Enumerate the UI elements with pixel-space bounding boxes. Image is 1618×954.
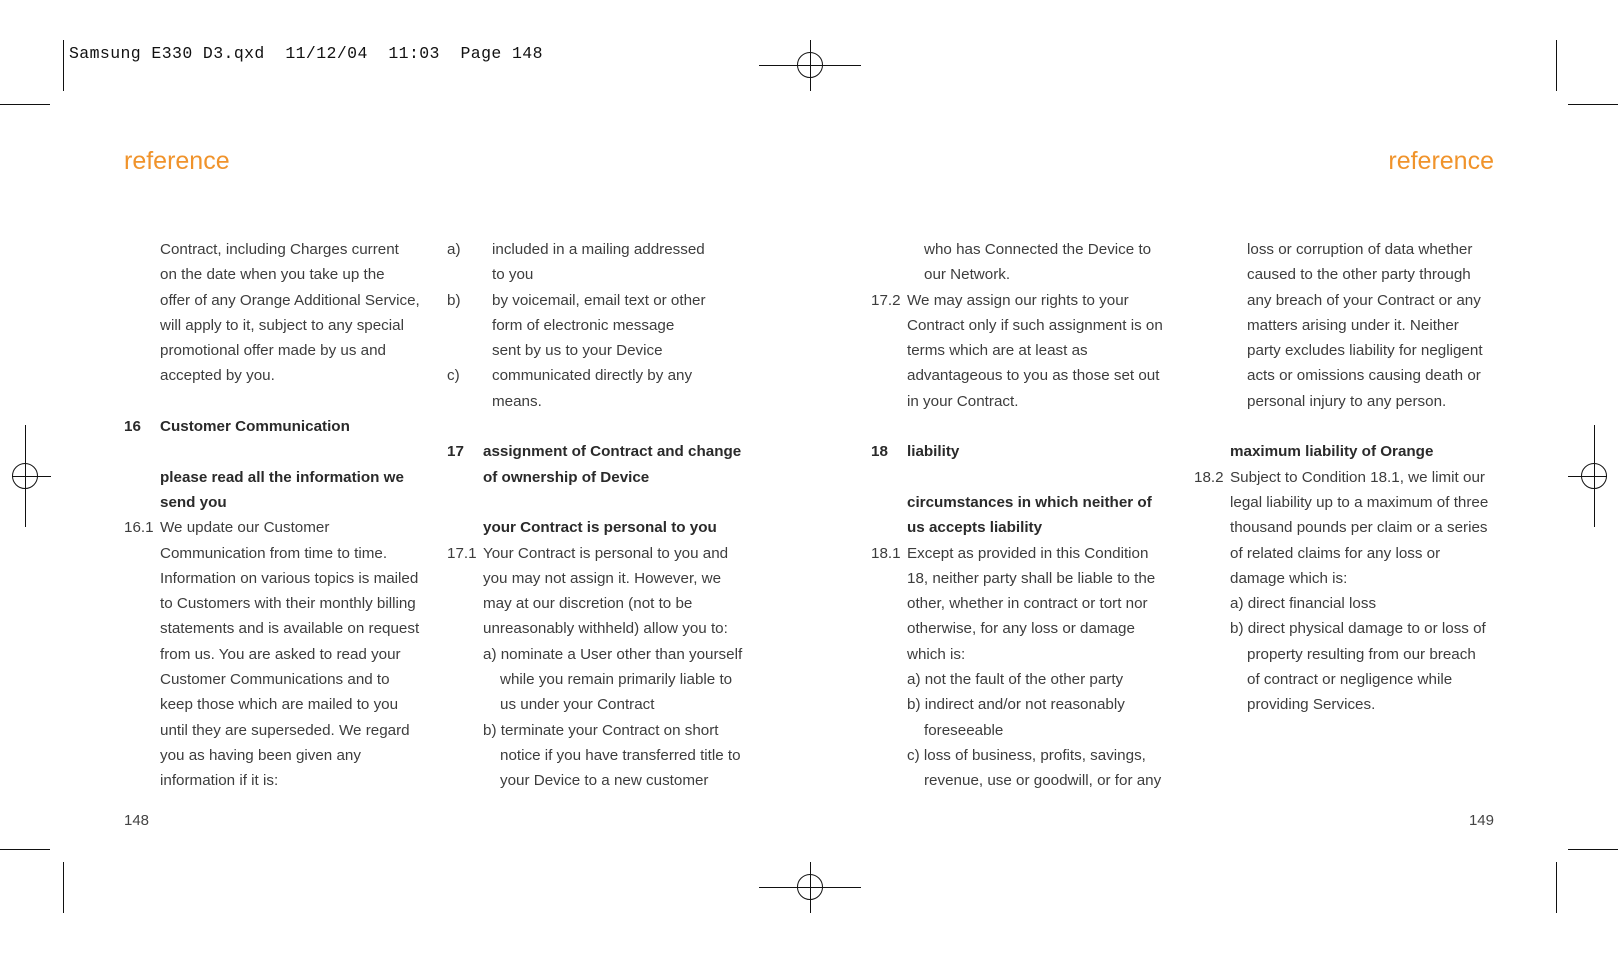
text-line: legal liability up to a maximum of three	[1230, 493, 1489, 511]
text-line: providing Services.	[1247, 696, 1376, 714]
text-line: statements and is available on request	[160, 620, 420, 638]
text-line: a) nominate a User other than yourself	[483, 645, 743, 663]
subheading: please read all the information we	[160, 468, 404, 486]
clause-number: 16.1	[124, 519, 154, 537]
text-line: otherwise, for any loss or damage	[907, 620, 1135, 638]
text-line: information if it is:	[160, 772, 279, 790]
clause-17-2	[871, 288, 1181, 313]
text-line: Information on various topics is mailed	[160, 569, 419, 587]
section-title: liability	[907, 443, 960, 461]
text-line: Except as provided in this Condition	[907, 544, 1149, 562]
subheading: your Contract is personal to you	[483, 519, 717, 537]
text-line: while you remain primarily liable to	[500, 671, 733, 689]
text-line: on the date when you take up the	[160, 266, 385, 284]
text-line: 18, neither party shall be liable to the	[907, 569, 1156, 587]
text-line: foreseeable	[924, 721, 1004, 739]
text-line: communicated directly by any	[492, 367, 693, 385]
subheading: send you	[160, 493, 227, 511]
text-line: may at our discretion (not to be	[483, 595, 693, 613]
text-line: you as having been given any	[160, 746, 361, 764]
text-line: other, whether in contract or tort nor	[907, 595, 1148, 613]
text-line: acts or omissions causing death or	[1247, 367, 1481, 385]
clause-17-1	[447, 541, 752, 566]
clause-18-2	[1194, 465, 1504, 490]
text-line: revenue, use or goodwill, or for any	[924, 772, 1162, 790]
section-title: of ownership of Device	[483, 468, 650, 486]
list-label: b)	[447, 291, 461, 309]
list-label: a)	[447, 241, 461, 258]
text-line: advantageous to you as those set out	[907, 367, 1160, 385]
section-16-heading	[124, 414, 424, 439]
text-line: accepted by you.	[160, 367, 275, 385]
text-line: you may not assign it. However, we	[483, 569, 722, 587]
text-line: caused to the other party through	[1247, 266, 1471, 284]
section-18-heading	[871, 439, 1181, 464]
clause-number: 17.2	[871, 291, 901, 309]
text-line: your Device to a new customer	[500, 772, 709, 790]
text-line: Contract, including Charges current	[160, 241, 399, 258]
text-line: form of electronic message	[492, 316, 675, 334]
text-line: by voicemail, email text or other	[492, 291, 706, 309]
text-line: our Network.	[924, 266, 1011, 284]
text-line: of contract or negligence while	[1247, 671, 1453, 689]
subheading: maximum liability of Orange	[1230, 443, 1434, 461]
subheading: circumstances in which neither of	[907, 493, 1152, 511]
section-number: 17	[447, 443, 464, 461]
list-item-c	[447, 363, 752, 388]
text-line: in your Contract.	[907, 392, 1019, 410]
text-line: We update our Customer	[160, 519, 330, 537]
text-line: a) not the fault of the other party	[907, 671, 1124, 689]
clause-number: 18.1	[871, 544, 901, 562]
text-line: c) loss of business, profits, savings,	[907, 746, 1146, 764]
text-line: personal injury to any person.	[1247, 392, 1447, 410]
text-line: notice if you have transferred title to	[500, 746, 741, 764]
clause-16-1	[124, 515, 424, 540]
header-left: reference	[124, 147, 230, 175]
text-line: to Customers with their monthly billing	[160, 595, 416, 613]
text-line: property resulting from our breach	[1247, 645, 1476, 663]
text-line: b) indirect and/or not reasonably	[907, 696, 1125, 714]
text-line: sent by us to your Device	[492, 342, 663, 360]
header-right: reference	[1388, 147, 1494, 175]
clause-number: 17.1	[447, 544, 477, 562]
section-title: Customer Communication	[160, 418, 350, 436]
clause-18-1	[871, 541, 1181, 566]
file-slug: Samsung E330 D3.qxd 11/12/04 11:03 Page 148	[69, 44, 543, 63]
text-line: a) direct financial loss	[1230, 595, 1377, 613]
column-3	[871, 237, 1181, 794]
text-line: Customer Communications and to	[160, 671, 390, 689]
text-line: terms which are at least as	[907, 342, 1088, 360]
text-line: Communication from time to time.	[160, 544, 388, 562]
list-item-a	[447, 237, 752, 262]
clause-number: 18.2	[1194, 468, 1224, 486]
text-line: which is:	[907, 645, 966, 663]
text-line: until they are superseded. We regard	[160, 721, 410, 739]
text-line: damage which is:	[1230, 569, 1348, 587]
text-line: of related claims for any loss or	[1230, 544, 1441, 562]
text-line: means.	[492, 392, 542, 410]
text-line: b) direct physical damage to or loss of	[1230, 620, 1486, 638]
text-line: thousand pounds per claim or a series	[1230, 519, 1488, 537]
text-line: unreasonably withheld) allow you to:	[483, 620, 728, 638]
column-4	[1194, 237, 1504, 718]
text-line: Subject to Condition 18.1, we limit our	[1230, 468, 1485, 486]
text-line: We may assign our rights to your	[907, 291, 1129, 309]
text-line: from us. You are asked to read your	[160, 645, 401, 663]
list-label: c)	[447, 367, 460, 385]
text-line: Your Contract is personal to you and	[483, 544, 729, 562]
text-line: who has Connected the Device to	[924, 241, 1152, 258]
page-number-right: 149	[1468, 812, 1494, 829]
section-17-heading	[447, 439, 752, 464]
text-line: keep those which are mailed to you	[160, 696, 399, 714]
text-line: party excludes liability for negligent	[1247, 342, 1483, 360]
text-line: will apply to it, subject to any special	[160, 316, 404, 334]
page-number-left: 148	[124, 812, 150, 829]
text-line: matters arising under it. Neither	[1247, 316, 1459, 334]
text-line: promotional offer made by us and	[160, 342, 386, 360]
column-1	[124, 237, 424, 794]
section-title: assignment of Contract and change	[483, 443, 742, 461]
text-line: to you	[492, 266, 534, 284]
subheading: us accepts liability	[907, 519, 1043, 537]
text-line: included in a mailing addressed	[492, 241, 705, 258]
text-line: any breach of your Contract or any	[1247, 291, 1481, 309]
text-line: Contract only if such assignment is on	[907, 316, 1163, 334]
text-line: loss or corruption of data whether	[1247, 241, 1473, 258]
section-number: 18	[871, 443, 888, 461]
list-item-b	[447, 288, 752, 313]
text-line: offer of any Orange Additional Service,	[160, 291, 420, 309]
text-line: b) terminate your Contract on short	[483, 721, 719, 739]
text-line: us under your Contract	[500, 696, 655, 714]
section-number: 16	[124, 418, 141, 436]
column-2	[447, 237, 752, 794]
